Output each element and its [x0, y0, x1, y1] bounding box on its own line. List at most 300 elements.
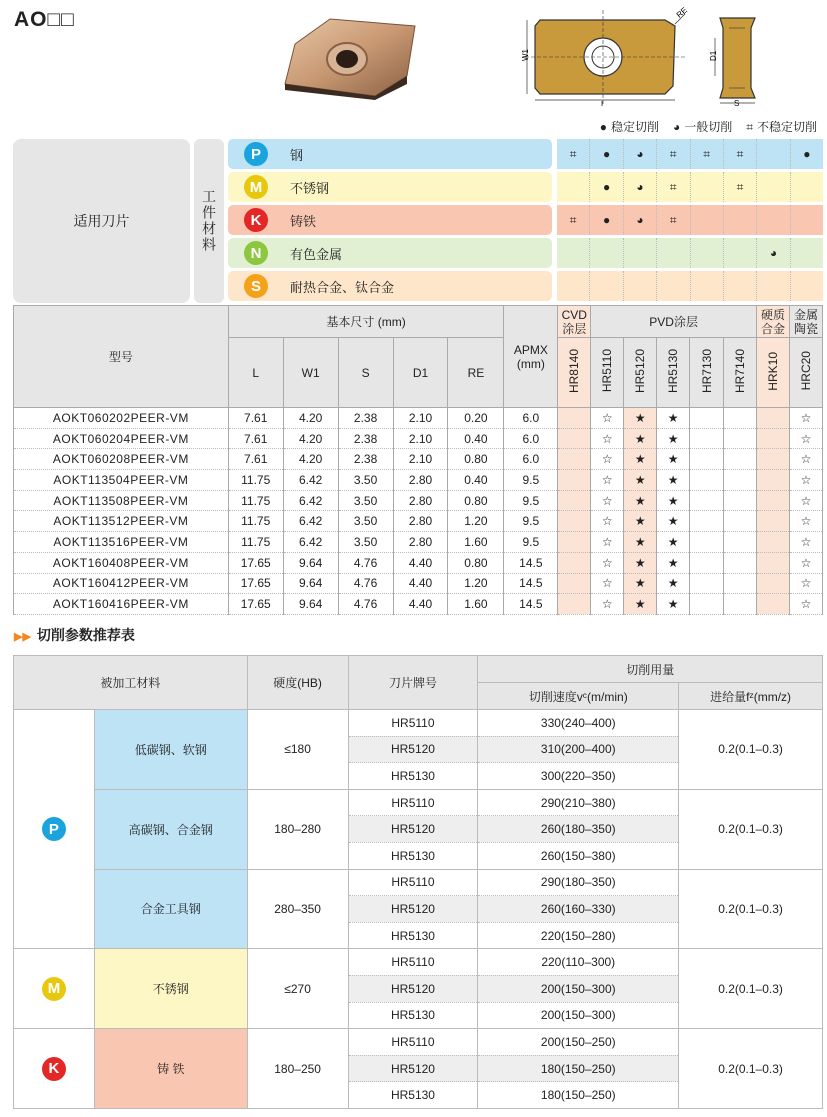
- insert-photo: [275, 14, 425, 100]
- cutting-row: [14, 869, 823, 896]
- grade-cell: [757, 428, 790, 449]
- material-row-k: [228, 205, 552, 235]
- grade-cell: [558, 573, 591, 594]
- suitability-cell: ●: [589, 139, 622, 169]
- hardness-header: 硬度(HB): [247, 656, 348, 710]
- grade-cell: HR5130: [348, 1002, 478, 1029]
- dim-cell: 4.76: [338, 573, 393, 594]
- star-filled-icon: ★: [657, 408, 690, 429]
- material-header: 被加工材料: [14, 656, 248, 710]
- cermet-header: 金属 陶瓷: [789, 306, 822, 338]
- apmx-cell: 9.5: [504, 511, 558, 532]
- material-row-p: [228, 139, 552, 169]
- suitability-cell: ⌗: [656, 139, 689, 169]
- suitability-cell: [790, 238, 823, 268]
- apmx-cell: 6.0: [504, 408, 558, 429]
- star-outline-icon: ☆: [789, 594, 822, 615]
- suitability-cell: [723, 238, 756, 268]
- star-filled-icon: ★: [657, 594, 690, 615]
- material-name-cell: 高碳钢、合金钢: [94, 789, 247, 869]
- product-row: [14, 428, 823, 449]
- hardness-cell: 280–350: [247, 869, 348, 949]
- dim-cell: 7.61: [228, 449, 283, 470]
- legend-label: 不稳定切削: [756, 120, 817, 134]
- star-outline-icon: ☆: [591, 449, 624, 470]
- dim-cell: 9.64: [283, 552, 338, 573]
- material-name: 钢: [290, 147, 304, 163]
- dim-cell: 1.20: [448, 511, 504, 532]
- speed-cell: 290(210–380): [478, 789, 679, 816]
- speed-header: 切削速度vᶜ(m/min): [478, 683, 679, 710]
- star-outline-icon: ☆: [789, 552, 822, 573]
- dim-cell: 17.65: [228, 594, 283, 615]
- star-filled-icon: ★: [624, 470, 657, 491]
- star-filled-icon: ★: [657, 428, 690, 449]
- star-outline-icon: ☆: [591, 594, 624, 615]
- suitability-row: [557, 205, 823, 235]
- star-filled-icon: ★: [624, 449, 657, 470]
- dim-cell: 17.65: [228, 573, 283, 594]
- dim-cell: 4.76: [338, 552, 393, 573]
- suitability-cell: ⌗: [656, 205, 689, 235]
- dim-cell: 2.38: [338, 428, 393, 449]
- dim-cell: 4.40: [393, 573, 448, 594]
- suitability-cell: [723, 205, 756, 235]
- insert-label: 适用刀片: [13, 139, 190, 303]
- suitability-cell: ⌗: [656, 172, 689, 202]
- grade-cell: [724, 428, 757, 449]
- suitability-cell: [589, 271, 622, 301]
- speed-cell: 220(150–280): [478, 922, 679, 949]
- grade-cell: [558, 490, 591, 511]
- grade-cell: HR5130: [348, 842, 478, 869]
- model-cell: AOKT113512PEER-VM: [14, 511, 229, 532]
- star-outline-icon: ☆: [591, 552, 624, 573]
- grade-cell: [724, 552, 757, 573]
- grade-cell: [757, 511, 790, 532]
- dim-cell: 1.60: [448, 594, 504, 615]
- dim-cell: 6.42: [283, 511, 338, 532]
- dim-cell: 6.42: [283, 490, 338, 511]
- grade-cell: HR5120: [348, 736, 478, 763]
- material-name: 有色金属: [290, 246, 343, 262]
- speed-cell: 200(150–300): [478, 975, 679, 1002]
- apmx-cell: 14.5: [504, 573, 558, 594]
- material-badge-icon: P: [244, 142, 268, 166]
- material-group-cell: [14, 1029, 95, 1109]
- suitability-cell: [623, 238, 656, 268]
- suitability-cell: ●: [589, 205, 622, 235]
- grade-cell: [558, 408, 591, 429]
- apmx-header: APMX (mm): [504, 306, 558, 408]
- product-row: [14, 408, 823, 429]
- grade-col-header: HRK10: [757, 338, 790, 408]
- page-title: AO□□: [14, 8, 75, 31]
- suitability-cell: [756, 172, 789, 202]
- grade-cell: [690, 532, 724, 553]
- dim-cell: 2.80: [393, 511, 448, 532]
- grade-cell: [690, 449, 724, 470]
- grade-cell: [690, 552, 724, 573]
- material-name: 铸铁: [290, 213, 317, 229]
- star-filled-icon: ★: [624, 594, 657, 615]
- model-header: 型号: [14, 306, 229, 408]
- grade-cell: [724, 573, 757, 594]
- dim-cell: 0.20: [448, 408, 504, 429]
- star-outline-icon: ☆: [591, 408, 624, 429]
- dim-col-header: S: [338, 338, 393, 408]
- star-outline-icon: ☆: [789, 532, 822, 553]
- apmx-cell: 14.5: [504, 594, 558, 615]
- grade-cell: [757, 573, 790, 594]
- product-row: [14, 490, 823, 511]
- star-filled-icon: ★: [624, 428, 657, 449]
- model-cell: AOKT160412PEER-VM: [14, 573, 229, 594]
- grade-cell: [757, 532, 790, 553]
- star-outline-icon: ☆: [591, 511, 624, 532]
- apmx-cell: 6.0: [504, 428, 558, 449]
- suitability-cell: [756, 139, 789, 169]
- legend-symbol-icon: ⌗: [746, 120, 753, 134]
- dim-cell: 2.38: [338, 408, 393, 429]
- star-outline-icon: ☆: [789, 511, 822, 532]
- product-table: [13, 305, 823, 615]
- star-filled-icon: ★: [624, 532, 657, 553]
- suitability-cell: ◕: [756, 238, 789, 268]
- suitability-cell: ⌗: [690, 139, 723, 169]
- star-outline-icon: ☆: [591, 490, 624, 511]
- dim-cell: 2.10: [393, 449, 448, 470]
- grade-cell: [690, 428, 724, 449]
- hardness-cell: 180–250: [247, 1029, 348, 1109]
- suitability-cell: [690, 172, 723, 202]
- grade-cell: HR5120: [348, 816, 478, 843]
- dim-cell: 3.50: [338, 490, 393, 511]
- suitability-cell: [557, 271, 589, 301]
- grade-cell: [690, 408, 724, 429]
- grade-cell: [558, 449, 591, 470]
- re-label: RE: [674, 6, 690, 20]
- grade-cell: HR5110: [348, 869, 478, 896]
- suitability-cell: ⌗: [723, 139, 756, 169]
- suitability-cell: ⌗: [569, 212, 577, 227]
- grade-cell: [558, 428, 591, 449]
- dim-col-header: L: [228, 338, 283, 408]
- s-label: S: [734, 99, 740, 106]
- feed-cell: 0.2(0.1–0.3): [679, 710, 823, 790]
- model-cell: AOKT160416PEER-VM: [14, 594, 229, 615]
- star-outline-icon: ☆: [591, 428, 624, 449]
- suitability-cell: ◕: [623, 205, 656, 235]
- grade-cell: [690, 490, 724, 511]
- dim-cell: 3.50: [338, 470, 393, 491]
- grade-cell: HR5110: [348, 710, 478, 737]
- material-badge-icon: N: [244, 241, 268, 265]
- suitability-cell: [623, 271, 656, 301]
- cvd-header: CVD 涂层: [558, 306, 591, 338]
- feed-cell: 0.2(0.1–0.3): [679, 789, 823, 869]
- speed-cell: 330(240–400): [478, 710, 679, 737]
- speed-cell: 260(150–380): [478, 842, 679, 869]
- feed-cell: 0.2(0.1–0.3): [679, 949, 823, 1029]
- grade-cell: HR5110: [348, 949, 478, 976]
- material-name-cell: 不锈钢: [94, 949, 247, 1029]
- dim-cell: 4.20: [283, 408, 338, 429]
- dim-cell: 4.20: [283, 428, 338, 449]
- suitability-cell: ⌗: [569, 146, 577, 161]
- grade-cell: [757, 408, 790, 429]
- star-filled-icon: ★: [657, 552, 690, 573]
- material-name: 不锈钢: [290, 180, 330, 196]
- suitability-cell: [690, 238, 723, 268]
- speed-cell: 220(110–300): [478, 949, 679, 976]
- dim-col-header: RE: [448, 338, 504, 408]
- grade-cell: [724, 511, 757, 532]
- w1-label: W1: [521, 49, 530, 61]
- star-outline-icon: ☆: [789, 573, 822, 594]
- dim-cell: 4.20: [283, 449, 338, 470]
- material-name-cell: 低碳钢、软钢: [94, 710, 247, 790]
- suitability-row: [557, 271, 823, 301]
- grade-cell: [757, 449, 790, 470]
- dim-cell: 3.50: [338, 511, 393, 532]
- grade-cell: [724, 408, 757, 429]
- pvd-header: PVD涂层: [591, 306, 757, 338]
- legend-item: [600, 118, 659, 135]
- grade-cell: HR5130: [348, 763, 478, 790]
- material-label: 工件材料: [194, 139, 224, 303]
- hard-alloy-header: 硬质 合金: [757, 306, 790, 338]
- model-cell: AOKT060208PEER-VM: [14, 449, 229, 470]
- cutting-row: [14, 949, 823, 976]
- dim-cell: 11.75: [228, 470, 283, 491]
- dim-cell: 2.38: [338, 449, 393, 470]
- star-filled-icon: ★: [657, 511, 690, 532]
- speed-cell: 290(180–350): [478, 869, 679, 896]
- star-outline-icon: ☆: [789, 449, 822, 470]
- product-row: [14, 449, 823, 470]
- apmx-cell: 6.0: [504, 449, 558, 470]
- legend-symbol-icon: ◕: [672, 120, 681, 134]
- dim-cell: 4.40: [393, 594, 448, 615]
- material-name: 耐热合金、钛合金: [290, 279, 395, 295]
- grade-header: 刀片牌号: [348, 656, 478, 710]
- star-outline-icon: ☆: [591, 532, 624, 553]
- material-row-n: [228, 238, 552, 268]
- star-filled-icon: ★: [624, 408, 657, 429]
- grade-cell: [558, 511, 591, 532]
- cutting-row: [14, 710, 823, 737]
- suitability-cell: [656, 271, 689, 301]
- grade-cell: [558, 594, 591, 615]
- star-filled-icon: ★: [657, 449, 690, 470]
- cutting-section-title: ▶▶ 切削参数推荐表: [14, 627, 135, 643]
- material-group-cell: [14, 710, 95, 949]
- apmx-cell: 9.5: [504, 532, 558, 553]
- suitability-cell: ◕: [623, 172, 656, 202]
- arrow-icon: ▶▶: [14, 631, 31, 643]
- speed-cell: 200(150–250): [478, 1029, 679, 1056]
- grade-cell: [724, 594, 757, 615]
- feed-cell: 0.2(0.1–0.3): [679, 869, 823, 949]
- dim-cell: 1.20: [448, 573, 504, 594]
- dim-cell: 2.80: [393, 490, 448, 511]
- dim-cell: 9.64: [283, 594, 338, 615]
- material-badge-icon: K: [244, 208, 268, 232]
- suitability-row: [557, 172, 823, 202]
- speed-cell: 310(200–400): [478, 736, 679, 763]
- legend-symbol-icon: ●: [599, 120, 607, 134]
- suitability-cell: [690, 271, 723, 301]
- star-filled-icon: ★: [624, 511, 657, 532]
- application-section: [13, 139, 823, 303]
- dim-cell: 2.80: [393, 532, 448, 553]
- material-group-badge-icon: P: [42, 817, 66, 841]
- suitability-cell: [790, 271, 823, 301]
- dim-cell: 0.80: [448, 552, 504, 573]
- legend-item: [746, 118, 817, 135]
- dim-cell: 11.75: [228, 532, 283, 553]
- suitability-cell: [656, 238, 689, 268]
- suitability-row: [557, 238, 823, 268]
- grade-cell: [757, 490, 790, 511]
- material-row-s: [228, 271, 552, 301]
- grade-cell: HR5130: [348, 1082, 478, 1109]
- feed-cell: 0.2(0.1–0.3): [679, 1029, 823, 1109]
- product-row: [14, 532, 823, 553]
- cutting-row: [14, 1029, 823, 1056]
- suitability-cell: ⌗: [723, 172, 756, 202]
- product-row: [14, 552, 823, 573]
- grade-col-header: HR5120: [624, 338, 657, 408]
- grade-col-header: HR8140: [558, 338, 591, 408]
- speed-cell: 260(160–330): [478, 896, 679, 923]
- material-badge-icon: M: [244, 175, 268, 199]
- dim-cell: 6.42: [283, 532, 338, 553]
- grade-cell: [724, 449, 757, 470]
- grade-cell: [558, 532, 591, 553]
- material-name-cell: 合金工具钢: [94, 869, 247, 949]
- suitability-cell: [756, 205, 789, 235]
- grade-col-header: HR5110: [591, 338, 624, 408]
- suitability-cell: [790, 172, 823, 202]
- hardness-cell: 180–280: [247, 789, 348, 869]
- star-outline-icon: ☆: [591, 573, 624, 594]
- legend-item: [673, 118, 732, 135]
- speed-cell: 180(150–250): [478, 1055, 679, 1082]
- grade-cell: [757, 552, 790, 573]
- dim-col-header: W1: [283, 338, 338, 408]
- grade-cell: HR5120: [348, 975, 478, 1002]
- product-row: [14, 594, 823, 615]
- speed-cell: 180(150–250): [478, 1082, 679, 1109]
- material-group-badge-icon: M: [42, 977, 66, 1001]
- grade-cell: [724, 470, 757, 491]
- speed-cell: 300(220–350): [478, 763, 679, 790]
- star-outline-icon: ☆: [591, 470, 624, 491]
- apmx-cell: 9.5: [504, 470, 558, 491]
- grade-cell: HR5120: [348, 1055, 478, 1082]
- model-cell: AOKT160408PEER-VM: [14, 552, 229, 573]
- dim-cell: 4.40: [393, 552, 448, 573]
- grade-cell: [690, 594, 724, 615]
- dim-cell: 9.64: [283, 573, 338, 594]
- basic-dim-header: 基本尺寸 (mm): [228, 306, 504, 338]
- grade-col-header: HR7140: [724, 338, 757, 408]
- suitability-cell: ●: [589, 172, 622, 202]
- dim-cell: 11.75: [228, 490, 283, 511]
- dim-cell: 1.60: [448, 532, 504, 553]
- star-outline-icon: ☆: [789, 408, 822, 429]
- dim-cell: 11.75: [228, 511, 283, 532]
- dim-cell: 0.40: [448, 470, 504, 491]
- l-label: L: [601, 100, 606, 106]
- grade-cell: HR5130: [348, 922, 478, 949]
- cutting-row: [14, 789, 823, 816]
- suitability-cell: ●: [790, 139, 823, 169]
- star-filled-icon: ★: [624, 490, 657, 511]
- speed-cell: 200(150–300): [478, 1002, 679, 1029]
- legend-label: 一般切削: [684, 120, 733, 134]
- material-group-cell: [14, 949, 95, 1029]
- material-badge-icon: S: [244, 274, 268, 298]
- material-row-m: [228, 172, 552, 202]
- grade-col-header: HR5130: [657, 338, 690, 408]
- grade-cell: [757, 594, 790, 615]
- cutting-param-table: [13, 655, 823, 1109]
- suitability-cell: [723, 271, 756, 301]
- dim-cell: 2.10: [393, 428, 448, 449]
- grade-cell: [558, 470, 591, 491]
- dim-cell: 3.50: [338, 532, 393, 553]
- grade-cell: HR5110: [348, 789, 478, 816]
- suitability-cell: [557, 238, 589, 268]
- product-row: [14, 573, 823, 594]
- dim-cell: 4.76: [338, 594, 393, 615]
- model-cell: AOKT113516PEER-VM: [14, 532, 229, 553]
- model-cell: AOKT113508PEER-VM: [14, 490, 229, 511]
- star-outline-icon: ☆: [789, 490, 822, 511]
- dim-cell: 0.40: [448, 428, 504, 449]
- product-row: [14, 511, 823, 532]
- suitability-cell: [690, 205, 723, 235]
- star-filled-icon: ★: [624, 573, 657, 594]
- grade-col-header: HR7130: [690, 338, 724, 408]
- grade-cell: [724, 490, 757, 511]
- dim-cell: 7.61: [228, 408, 283, 429]
- d1-label: D1: [709, 50, 718, 61]
- star-filled-icon: ★: [657, 490, 690, 511]
- grade-cell: [690, 511, 724, 532]
- model-cell: AOKT060204PEER-VM: [14, 428, 229, 449]
- legend-label: 稳定切削: [610, 120, 659, 134]
- dim-cell: 17.65: [228, 552, 283, 573]
- product-row: [14, 470, 823, 491]
- grade-cell: [690, 470, 724, 491]
- suitability-cell: [790, 205, 823, 235]
- dim-cell: 2.10: [393, 408, 448, 429]
- dim-cell: 0.80: [448, 449, 504, 470]
- grade-cell: [690, 573, 724, 594]
- suitability-row: [557, 139, 823, 169]
- dim-col-header: D1: [393, 338, 448, 408]
- grade-cell: [724, 532, 757, 553]
- grade-cell: [558, 552, 591, 573]
- feed-header: 进给量fᶻ(mm/z): [679, 683, 823, 710]
- insert-dimension-drawing: [515, 6, 775, 106]
- grade-cell: HR5110: [348, 1029, 478, 1056]
- material-group-badge-icon: K: [42, 1057, 66, 1081]
